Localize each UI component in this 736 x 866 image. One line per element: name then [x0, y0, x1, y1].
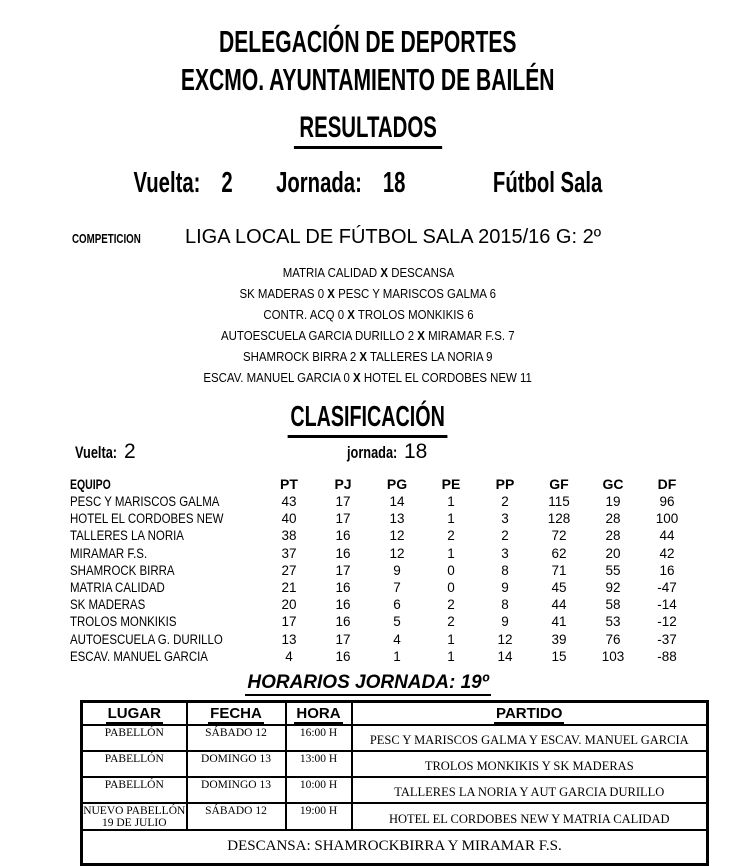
cell-pp: 9 — [501, 614, 509, 630]
col-header-gf: GF — [549, 475, 569, 492]
cell-df: -12 — [657, 614, 677, 630]
home-team: ESCAV. MANUEL GARCIA — [203, 370, 341, 385]
cell-pg: 12 — [389, 528, 405, 544]
table-row — [70, 527, 694, 544]
cell-df: 44 — [659, 528, 675, 544]
away-score: 6 — [489, 286, 497, 301]
cell-fecha: SÁBADO 12 — [187, 725, 286, 751]
schedule-rest-row — [82, 830, 708, 865]
versus-separator: X — [379, 265, 388, 280]
table-row — [70, 493, 694, 510]
schedule-row — [82, 725, 708, 751]
meta-vuelta-value: 2 — [221, 167, 233, 199]
competition-row — [0, 224, 736, 250]
schedule-row — [82, 777, 708, 803]
cell-df: 96 — [659, 494, 675, 510]
cell-pe: 2 — [447, 597, 455, 613]
away-team: TALLERES LA NORIA — [370, 349, 484, 364]
cell-pt: 27 — [281, 562, 297, 578]
org-title-line2 — [0, 64, 736, 96]
cell-gf: 15 — [551, 648, 567, 664]
cell-df: -14 — [657, 597, 677, 613]
result-line — [0, 304, 736, 325]
cell-pp: 3 — [501, 545, 509, 561]
home-score: 0 — [343, 370, 351, 385]
table-row — [70, 631, 694, 648]
cell-hora: 13:00 H — [286, 751, 352, 777]
meta-banner — [0, 168, 736, 198]
cell-hora: 19:00 H — [286, 803, 352, 830]
team-name: PESC Y MARISCOS GALMA — [70, 494, 220, 510]
col-header-gc: GC — [602, 475, 624, 492]
result-line — [0, 367, 736, 388]
cell-pe: 1 — [447, 494, 455, 510]
cell-partido: TALLERES LA NORIA Y AUT GARCIA DURILLO — [352, 777, 708, 803]
away-team: MIRAMAR F.S. — [428, 328, 506, 343]
cell-pg: 6 — [393, 597, 401, 613]
cell-pp: 8 — [501, 597, 509, 613]
doc-heading — [0, 112, 736, 144]
team-name: ESCAV. MANUEL GARCIA — [70, 648, 208, 664]
competition-name: LIGA LOCAL DE FÚTBOL SALA 2015/16 G: 2º — [185, 226, 602, 248]
col-header-pj: PJ — [334, 475, 352, 492]
cell-lugar: PABELLÓN — [82, 751, 187, 777]
cell-gc: 103 — [601, 648, 625, 664]
doc-heading-text: RESULTADOS — [294, 111, 442, 149]
classification-heading — [0, 402, 736, 433]
cell-pp: 14 — [497, 648, 513, 664]
cell-gf: 71 — [551, 562, 567, 578]
away-team: DESCANSA — [390, 265, 454, 280]
home-score: 2 — [407, 328, 415, 343]
team-name: MIRAMAR F.S. — [70, 545, 148, 561]
cell-pp: 2 — [501, 528, 509, 544]
away-team: PESC Y MARISCOS GALMA — [338, 286, 487, 301]
result-line — [0, 283, 736, 304]
versus-separator: X — [346, 307, 355, 322]
versus-separator: X — [417, 328, 426, 343]
competition-label: COMPETICION — [72, 231, 141, 246]
away-score: 9 — [486, 349, 493, 364]
cell-gf: 72 — [551, 528, 567, 544]
cell-df: 16 — [659, 562, 675, 578]
cell-gc: 28 — [605, 511, 621, 527]
cell-pt: 21 — [281, 580, 297, 596]
cell-gc: 58 — [605, 597, 621, 613]
cell-pj: 17 — [335, 511, 351, 527]
cell-fecha: SÁBADO 12 — [187, 803, 286, 830]
classification-table — [70, 474, 694, 665]
cell-pp: 9 — [501, 580, 509, 596]
versus-separator: X — [359, 349, 368, 364]
team-name: HOTEL EL CORDOBES NEW — [70, 511, 224, 527]
cell-pe: 2 — [447, 614, 455, 630]
team-name: MATRIA CALIDAD — [70, 580, 165, 596]
schedule-table — [80, 700, 709, 866]
cell-pg: 14 — [389, 494, 405, 510]
col-header-lugar: LUGAR — [82, 701, 187, 725]
cell-fecha: DOMINGO 13 — [187, 751, 286, 777]
meta-sport: Fútbol Sala — [493, 167, 603, 199]
cell-pt: 40 — [281, 511, 297, 527]
table-row — [70, 545, 694, 562]
org-title-line1-text: DELEGACIÓN DE DEPORTES — [219, 24, 517, 59]
cell-pt: 37 — [281, 545, 297, 561]
table-row — [70, 562, 694, 579]
cell-pe: 0 — [447, 580, 455, 596]
col-header-equipo: EQUIPO — [70, 475, 111, 492]
cell-df: 100 — [655, 511, 679, 527]
cell-df: -88 — [657, 648, 677, 664]
classification-heading-text: CLASIFICACIÓN — [288, 401, 448, 438]
cell-pj: 16 — [335, 580, 351, 596]
home-team: CONTR. ACQ — [262, 307, 335, 322]
cell-gc: 76 — [605, 631, 621, 647]
cell-pj: 16 — [335, 648, 351, 664]
cell-lugar: PABELLÓN — [82, 725, 187, 751]
cell-pg: 9 — [393, 562, 401, 578]
cell-gf: 115 — [548, 494, 570, 510]
cell-gf: 45 — [551, 580, 567, 596]
cell-pt: 17 — [281, 614, 297, 630]
cell-pj: 17 — [335, 494, 351, 510]
cell-pg: 5 — [393, 614, 401, 630]
results-list — [0, 262, 736, 388]
cell-pe: 1 — [447, 631, 455, 647]
cell-pj: 16 — [335, 597, 351, 613]
classification-vuelta-label: Vuelta: — [75, 443, 118, 462]
cell-gc: 55 — [605, 562, 621, 578]
col-header-pt: PT — [280, 475, 298, 492]
versus-separator: X — [327, 286, 336, 301]
result-line — [0, 325, 736, 346]
cell-partido: TROLOS MONKIKIS Y SK MADERAS — [352, 751, 708, 777]
classification-vuelta-value: 2 — [124, 440, 136, 463]
home-team: AUTOESCUELA GARCIA DURILLO — [221, 328, 405, 343]
classification-header-row — [70, 474, 694, 493]
cell-gc: 92 — [605, 580, 621, 596]
cell-pt: 43 — [281, 494, 297, 510]
cell-df: 42 — [659, 545, 675, 561]
cell-pe: 1 — [447, 545, 455, 561]
schedule-row — [82, 803, 708, 830]
cell-df: -47 — [657, 580, 677, 596]
classification-jornada-label: jornada: — [347, 443, 398, 462]
org-title-line1 — [0, 26, 736, 58]
cell-df: -37 — [657, 631, 677, 647]
cell-pj: 16 — [335, 614, 351, 630]
cell-pt: 20 — [281, 597, 297, 613]
rest-note: DESCANSA: SHAMROCKBIRRA Y MIRAMAR F.S. — [82, 830, 708, 865]
cell-pe: 0 — [447, 562, 455, 578]
home-team: SHAMROCK BIRRA — [243, 349, 347, 364]
cell-pg: 13 — [389, 511, 405, 527]
cell-lugar: NUEVO PABELLÓN 19 DE JULIO — [83, 804, 186, 829]
cell-gc: 19 — [605, 494, 621, 510]
away-score: 6 — [466, 307, 474, 322]
cell-gc: 53 — [605, 614, 621, 630]
cell-lugar: PABELLÓN — [82, 777, 187, 803]
cell-gf: 39 — [551, 631, 567, 647]
cell-gf: 41 — [551, 614, 567, 630]
table-row — [70, 613, 694, 630]
away-score: 11 — [520, 370, 533, 385]
cell-pe: 2 — [447, 528, 455, 544]
cell-hora: 10:00 H — [286, 777, 352, 803]
classification-meta — [0, 439, 736, 466]
cell-pj: 17 — [335, 562, 351, 578]
versus-separator: X — [353, 370, 362, 385]
cell-pt: 13 — [281, 631, 297, 647]
col-header-hora: HORA — [286, 701, 352, 725]
cell-pp: 2 — [501, 494, 509, 510]
home-score: 2 — [350, 349, 357, 364]
table-row — [70, 510, 694, 527]
meta-jornada-value: 18 — [382, 167, 406, 199]
team-name: AUTOESCUELA G. DURILLO — [70, 631, 223, 647]
cell-gc: 28 — [605, 528, 621, 544]
home-score: 0 — [337, 307, 344, 322]
table-row — [70, 579, 694, 596]
cell-pp: 8 — [501, 562, 509, 578]
schedule-heading-text: HORARIOS JORNADA: 19º — [245, 672, 490, 696]
meta-vuelta-label: Vuelta: — [133, 167, 201, 199]
schedule-header-row — [82, 701, 708, 725]
away-score: 7 — [508, 328, 515, 343]
cell-pe: 1 — [447, 511, 455, 527]
home-team: MATRIA CALIDAD — [282, 265, 377, 280]
cell-pg: 1 — [393, 648, 401, 664]
result-line — [0, 346, 736, 367]
col-header-partido: PARTIDO — [352, 701, 708, 725]
cell-gf: 44 — [551, 597, 567, 613]
team-name: TALLERES LA NORIA — [70, 528, 184, 544]
cell-pg: 4 — [393, 631, 401, 647]
col-header-fecha: FECHA — [187, 701, 286, 725]
cell-pg: 7 — [393, 580, 401, 596]
cell-pe: 1 — [447, 648, 455, 664]
cell-hora: 16:00 H — [286, 725, 352, 751]
away-team: HOTEL EL CORDOBES NEW — [364, 370, 518, 385]
cell-fecha: DOMINGO 13 — [187, 777, 286, 803]
cell-pt: 38 — [281, 528, 297, 544]
col-header-pg: PG — [386, 475, 408, 492]
cell-pp: 3 — [501, 511, 509, 527]
team-name: SK MADERAS — [70, 597, 146, 613]
cell-gf: 128 — [547, 511, 571, 527]
cell-pj: 16 — [335, 528, 351, 544]
cell-pj: 17 — [335, 631, 351, 647]
col-header-pp: PP — [495, 475, 515, 492]
table-row — [70, 596, 694, 613]
meta-jornada-label: Jornada: — [276, 167, 362, 199]
schedule-row — [82, 751, 708, 777]
cell-pg: 12 — [389, 545, 405, 561]
away-team: TROLOS MONKIKIS — [357, 307, 464, 322]
schedule-heading — [0, 671, 736, 695]
col-header-df: DF — [657, 475, 677, 492]
col-header-pe: PE — [441, 475, 461, 492]
cell-partido: PESC Y MARISCOS GALMA Y ESCAV. MANUEL GARCIA — [352, 725, 708, 751]
cell-pj: 16 — [335, 545, 351, 561]
cell-pp: 12 — [497, 631, 513, 647]
cell-gf: 62 — [551, 545, 567, 561]
home-score: 0 — [317, 286, 325, 301]
cell-pt: 4 — [285, 648, 293, 664]
org-title-line2-text: EXCMO. AYUNTAMIENTO DE BAILÉN — [181, 62, 555, 97]
team-name: SHAMROCK BIRRA — [70, 562, 175, 578]
classification-jornada-value: 18 — [404, 440, 428, 463]
cell-gc: 20 — [605, 545, 621, 561]
home-team: SK MADERAS — [239, 286, 315, 301]
team-name: TROLOS MONKIKIS — [70, 614, 177, 630]
result-line — [0, 262, 736, 283]
table-row — [70, 648, 694, 665]
cell-partido: HOTEL EL CORDOBES NEW Y MATRIA CALIDAD — [352, 803, 708, 830]
